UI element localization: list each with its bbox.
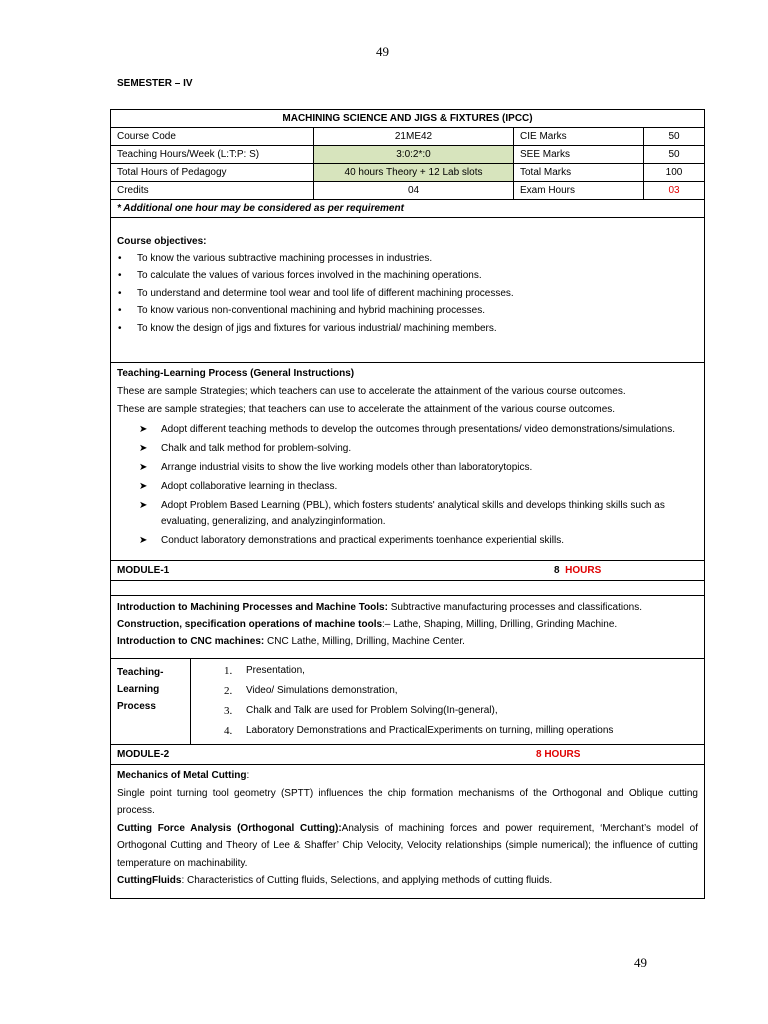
teaching-hours-value: 3:0:2*:0 — [314, 146, 514, 163]
module-1-teaching-process — [111, 659, 704, 745]
credits-value: 04 — [314, 182, 514, 199]
teaching-process-label: Teaching- Learning Process — [111, 659, 191, 744]
teaching-hours-label: Teaching Hours/Week (L:T:P: S) — [111, 146, 314, 163]
module-2-para: CuttingFluids: Characteristics of Cutting fluids, Selections, and applying methods of cutting fluids. — [117, 875, 553, 886]
exam-hours-value: 03 — [668, 185, 680, 196]
module-2-title: MODULE-2 — [117, 749, 170, 760]
tlp-item: ➤ Arrange industrial visits to show the live working models other than laboratorytopics. — [117, 460, 698, 476]
objective-item: • To know the design of jigs and fixtures for various industrial/ machining members. — [117, 323, 698, 341]
tlp-line: These are sample Strategies; which teachers can use to accelerate the attainment of the various course outcomes. — [117, 386, 626, 397]
module-2-content — [111, 765, 704, 898]
course-code-value: 21ME42 — [314, 128, 514, 145]
tlp-item: ➤ Conduct laboratory demonstrations and practical experiments toenhance experiential skills. — [117, 533, 698, 549]
objectives-title: Course objectives: — [117, 236, 207, 247]
module-1-title: MODULE-1 — [117, 565, 170, 576]
module-2-header — [111, 745, 704, 765]
arrow-bullet-icon: ➤ — [139, 424, 148, 435]
tlp-title: Teaching-Learning Process (General Instructions) — [117, 368, 355, 379]
module-2-para: Single point turning tool geometry (SPTT) influences the chip formation mechanisms of the Orthogonal and Oblique cutting process. — [117, 787, 698, 816]
module-1-hours: 8 HOURS — [554, 565, 602, 576]
objective-item: • To know the various subtractive machining processes in industries. — [117, 253, 698, 271]
tlp-item: ➤ Adopt Problem Based Learning (PBL), which fosters students' analytical skills and develops thinking skills such as evaluating, generalizing, and analyzinginformation. — [139, 500, 665, 527]
list-item: 1. Presentation, — [224, 665, 305, 677]
course-title: MACHINING SCIENCE AND JIGS & FIXTURES (IPCC) — [111, 110, 704, 128]
module-2-hours: 8 HOURS — [536, 749, 581, 760]
course-code-label: Course Code — [111, 128, 314, 145]
objective-item: • To know various non-conventional machining and hybrid machining processes. — [117, 305, 698, 323]
course-info-row — [111, 146, 704, 164]
tlp-line: These are sample strategies; that teachers can use to accelerate the attainment of the various course outcomes. — [117, 404, 616, 415]
course-info-row — [111, 128, 704, 146]
arrow-bullet-icon: ➤ — [139, 443, 148, 454]
see-marks-value: 50 — [668, 149, 680, 160]
page-number-bottom: 49 — [634, 955, 647, 970]
total-marks-value: 100 — [665, 167, 683, 178]
module-1-line: Introduction to CNC machines: CNC Lathe, Milling, Drilling, Machine Center. — [117, 636, 465, 647]
cie-marks-value: 50 — [668, 131, 680, 142]
module-1-line: Introduction to Machining Processes and Machine Tools: Subtractive manufacturing processes and classifications. — [117, 602, 642, 613]
teaching-learning-process — [111, 363, 704, 561]
spacer — [111, 581, 704, 596]
semester-heading: SEMESTER – IV — [117, 78, 193, 89]
module-2-para: Cutting Force Analysis (Orthogonal Cutting):Analysis of machining forces and power requirement, ‘Merchant’s model of Orthogonal Cutting and Theory of Lee & Shaffer’ Chip Velocity, Velocity relationships (simple numerical); the influence of cutting temperature on machinability. — [117, 822, 698, 869]
credits-label: Credits — [111, 182, 314, 199]
module-1-header — [111, 561, 704, 581]
module-1-content — [111, 596, 704, 659]
exam-hours-label: Exam Hours — [514, 182, 644, 199]
see-marks-label: SEE Marks — [514, 146, 644, 163]
pedagogy-hours-value: 40 hours Theory + 12 Lab slots — [314, 164, 514, 181]
arrow-bullet-icon: ➤ — [139, 535, 148, 546]
total-marks-label: Total Marks — [514, 164, 644, 181]
module-1-line: Construction, specification operations of machine tools:– Lathe, Shaping, Milling, Drilling, Grinding Machine. — [117, 619, 618, 630]
arrow-bullet-icon: ➤ — [139, 500, 148, 511]
course-objectives — [111, 218, 704, 363]
pedagogy-hours-label: Total Hours of Pedagogy — [111, 164, 314, 181]
syllabus-table — [110, 109, 705, 899]
teaching-process-list — [191, 659, 704, 744]
course-info-row — [111, 182, 704, 200]
tlp-item: ➤ Chalk and talk method for problem-solving. — [117, 441, 698, 457]
list-item: 3. Chalk and Talk are used for Problem Solving(In-general), — [224, 705, 498, 717]
course-info-row — [111, 164, 704, 182]
page-number-top: 49 — [376, 44, 389, 59]
arrow-bullet-icon: ➤ — [139, 481, 148, 492]
tlp-item: ➤ Adopt different teaching methods to develop the outcomes through presentations/ video demonstrations/simulations. — [117, 422, 698, 438]
list-item: 4. Laboratory Demonstrations and PracticalExperiments on turning, milling operations — [224, 725, 614, 737]
tlp-item: ➤ Adopt collaborative learning in theclass. — [117, 479, 698, 495]
objective-item: • To understand and determine tool wear and tool life of different machining processes. — [117, 288, 698, 306]
module-2-para: Mechanics of Metal Cutting: — [117, 770, 250, 781]
additional-hour-note: * Additional one hour may be considered as per requirement — [111, 200, 704, 218]
cie-marks-label: CIE Marks — [514, 128, 644, 145]
list-item: 2. Video/ Simulations demonstration, — [224, 685, 398, 697]
arrow-bullet-icon: ➤ — [139, 462, 148, 473]
objective-item: • To calculate the values of various forces involved in the machining operations. — [117, 270, 698, 288]
